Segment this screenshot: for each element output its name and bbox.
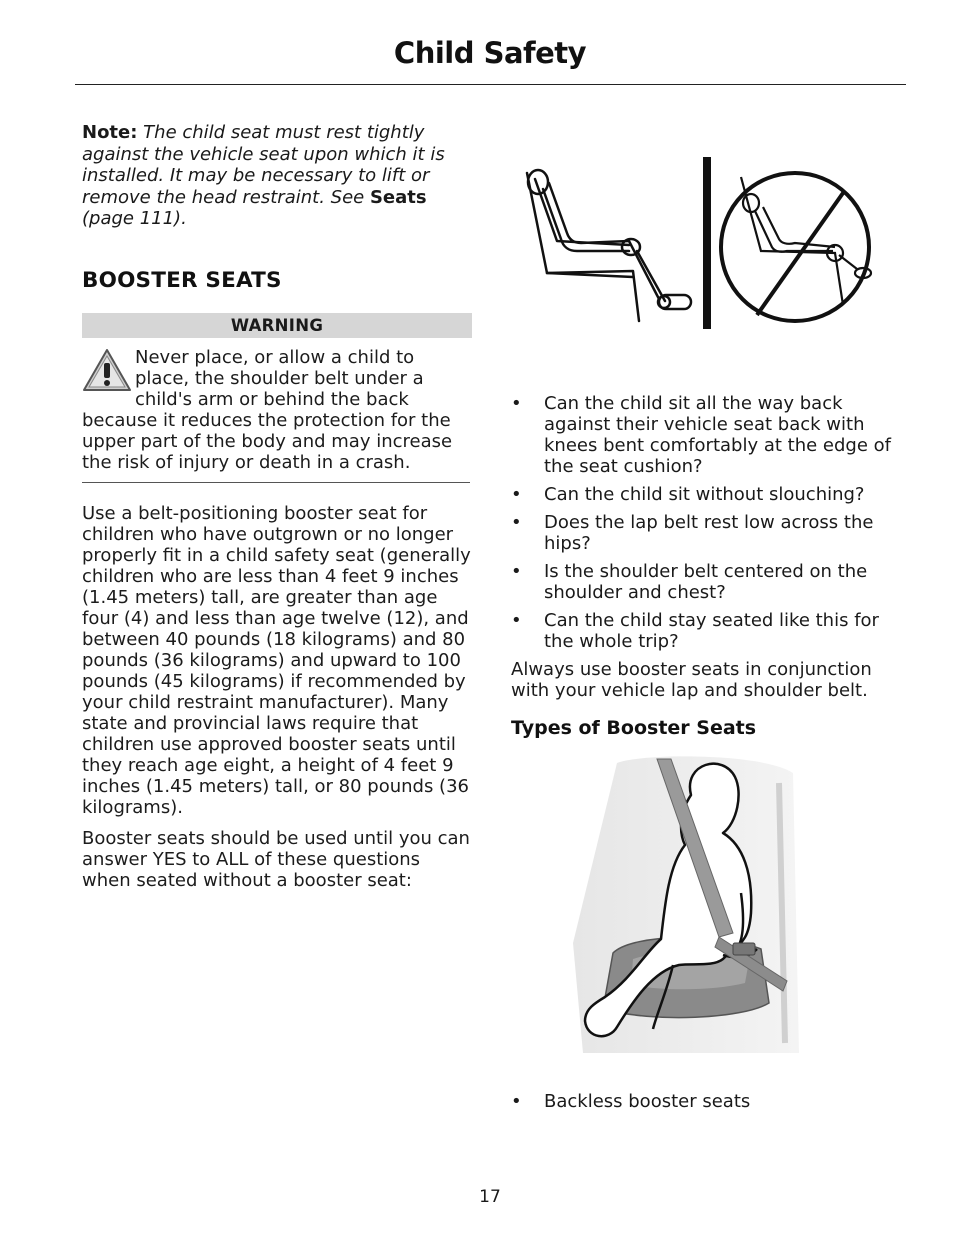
booster-paragraph-1: Use a belt-positioning booster seat for children who have outgrown or no longer properly fit in a child safety seat (generally children who are less than 4 feet 9 inches (1.45 meters) tall, are greater than age four (4) and less than age twelve (12), and between 40 pounds (18 kilograms) and 80 pounds (36 kilograms) and upward to 100 pounds (45 kilograms) if recommended by your child restraint manufacturer). Many state and provincial laws require that children use approved booster seats until they reach age eight, a height of 4 feet 9 inches (1.45 meters) tall, or 80 pounds (36 kilograms). <box>82 502 471 818</box>
list-item: • Can the child sit all the way back against their vehicle seat back with knees bent comfortably at the edge of the seat cushion? <box>511 393 891 477</box>
bullet: • <box>511 512 522 533</box>
backless-booster-illustration <box>573 753 805 1063</box>
questions-summary: Always use booster seats in conjunction with your vehicle lap and shoulder belt. <box>511 659 872 701</box>
list-item: • Does the lap belt rest low across the hips? <box>511 512 874 554</box>
seats-link[interactable]: Seats <box>369 186 427 208</box>
left-column <box>82 122 472 901</box>
posture-questions-list <box>511 393 906 652</box>
list-item: • Can the child sit without slouching? <box>511 484 865 505</box>
seat-posture-diagram <box>517 155 877 333</box>
note-label: Note: <box>82 122 138 143</box>
note-text: The child seat must rest tightly against the vehicle seat upon which it is installed. It may be necessary to lift or remove the head restraint. See <box>82 122 445 208</box>
warning-label: WARNING <box>82 313 472 338</box>
bullet: • <box>511 393 522 414</box>
list-item: • Can the child stay seated like this for the whole trip? <box>511 610 879 652</box>
prohibited-circle-icon <box>721 173 871 321</box>
title-divider <box>75 84 906 85</box>
booster-types-list <box>511 1091 906 1112</box>
list-item: • Is the shoulder belt centered on the shoulder and chest? <box>511 561 868 603</box>
booster-seats-heading: BOOSTER SEATS <box>82 267 282 293</box>
bullet: • <box>511 610 522 631</box>
booster-paragraph-2: Booster seats should be used until you can answer YES to ALL of these questions when seated without a booster seat: <box>82 827 470 891</box>
page-number: 17 <box>479 1187 501 1207</box>
bullet: • <box>511 561 522 582</box>
right-column <box>511 155 906 1119</box>
warning-block <box>82 347 472 473</box>
bullet: • <box>511 1091 522 1112</box>
warning-divider <box>82 482 470 483</box>
page-title: Child Safety <box>393 36 587 70</box>
diagram-divider <box>703 157 711 329</box>
bullet: • <box>511 484 522 505</box>
list-item: • Backless booster seats <box>511 1091 751 1112</box>
warning-triangle-icon <box>82 347 132 393</box>
warning-text: Never place, or allow a child to place, the shoulder belt under a child's arm or behind the back because it reduces the protection for the upper part of the body and may increase the risk of injury or death in a crash. <box>82 346 453 473</box>
note-page-ref: (page 111). <box>82 208 187 229</box>
types-heading: Types of Booster Seats <box>511 717 757 739</box>
note-paragraph <box>82 122 472 230</box>
